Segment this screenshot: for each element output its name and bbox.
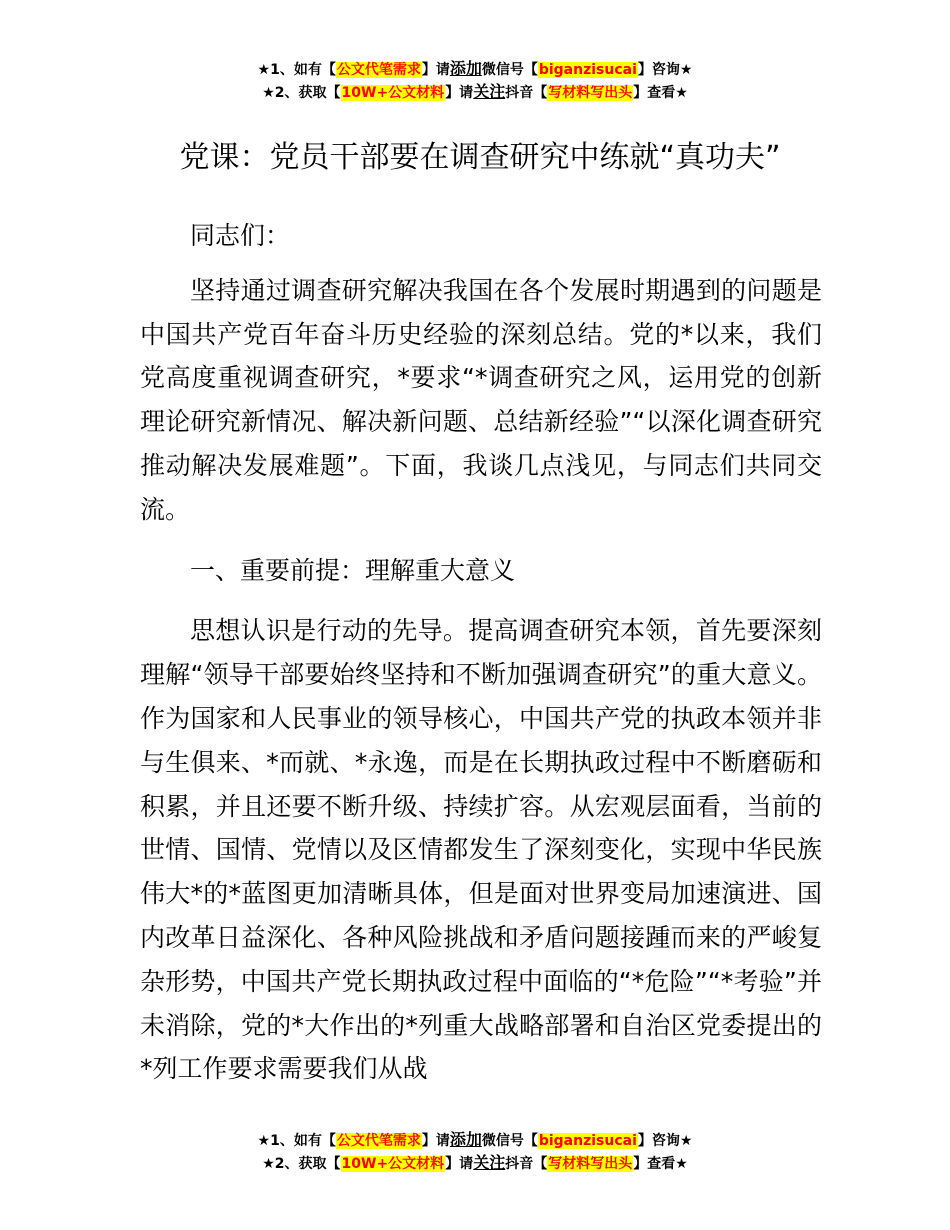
banner-line-1: [0, 58, 950, 81]
footer-banner: [0, 1129, 950, 1175]
highlight-materials: 10W+公文材料: [341, 1156, 445, 1172]
banner-text: ★1、如有【: [257, 1133, 336, 1149]
banner-text: 】请: [445, 85, 474, 101]
highlight-wechat-id: biganzisucai: [538, 62, 637, 78]
document-title: 党课：党员干部要在调查研究中练就“真功夫”: [179, 140, 781, 176]
highlight-douyin: 写材料写出头: [548, 1156, 633, 1172]
banner-line-2: [0, 81, 950, 104]
highlight-service: 公文代笔需求: [336, 1133, 421, 1149]
highlight-service: 公文代笔需求: [336, 62, 421, 78]
underlined-follow: 关注: [473, 1153, 506, 1172]
banner-text: 微信号【: [481, 62, 538, 78]
banner-text: 】请: [445, 1156, 474, 1172]
banner-text: 】请: [421, 62, 450, 78]
banner-text: ★2、获取【: [262, 85, 341, 101]
highlight-douyin: 写材料写出头: [548, 85, 633, 101]
banner-text: 】查看★: [633, 85, 688, 101]
highlight-wechat-id: biganzisucai: [538, 1133, 637, 1149]
underlined-add: 添加: [449, 59, 482, 78]
banner-text: ★1、如有【: [257, 62, 336, 78]
section-heading: 一、重要前提：理解重大意义: [190, 555, 516, 585]
header-banner: [0, 58, 950, 104]
salutation: 同志们：: [190, 221, 291, 250]
banner-text: 】请: [421, 1133, 450, 1149]
banner-text: ★2、获取【: [262, 1156, 341, 1172]
banner-text: 抖音【: [505, 1156, 548, 1172]
underlined-follow: 关注: [473, 82, 506, 101]
banner-text: 】查看★: [633, 1156, 688, 1172]
banner-text: 抖音【: [505, 85, 548, 101]
banner-text: 】咨询★: [637, 1133, 693, 1149]
banner-text: 】咨询★: [637, 62, 693, 78]
paragraph-body: 思想认识是行动的先导。提高调查研究本领，首先要深刻理解“领导干部要始终坚持和不断加强调查研究”的重大意义。作为国家和人民事业的领导核心，中国共产党的执政本领并非与生俱来、*而就、*永逸，而是在长期执政过程中不断磨砺和积累，并且还要不断升级、持续扩容。从宏观层面看，当前的世情、国情、党情以及区情都发生了深刻变化，实现中华民族伟大*的*蓝图更加清晰具体，但是面对世界变局加速演进、国内改革日益深化、各种风险挑战和矛盾问题接踵而来的严峻复杂形势，中国共产党长期执政过程中面临的“*危险”“*考验”并未消除，党的*大作出的*列重大战略部署和自治区党委提出的*列工作要求需要我们从战: [140, 616, 822, 1084]
paragraph-intro: 坚持通过调查研究解决我国在各个发展时期遇到的问题是中国共产党百年奋斗历史经验的深刻总结。党的*以来，我们党高度重视调查研究，*要求“*调查研究之风，运用党的创新理论研究新情况、解决新问题、总结新经验”“以深化调查研究推动解决发展难题”。下面，我谈几点浅见，与同志们共同交流。: [140, 275, 822, 524]
banner-text: 微信号【: [481, 1133, 538, 1149]
document-body: [140, 214, 822, 1108]
banner-line-2: [0, 1152, 950, 1175]
highlight-materials: 10W+公文材料: [341, 85, 445, 101]
banner-line-1: [0, 1129, 950, 1152]
underlined-add: 添加: [449, 1130, 482, 1149]
